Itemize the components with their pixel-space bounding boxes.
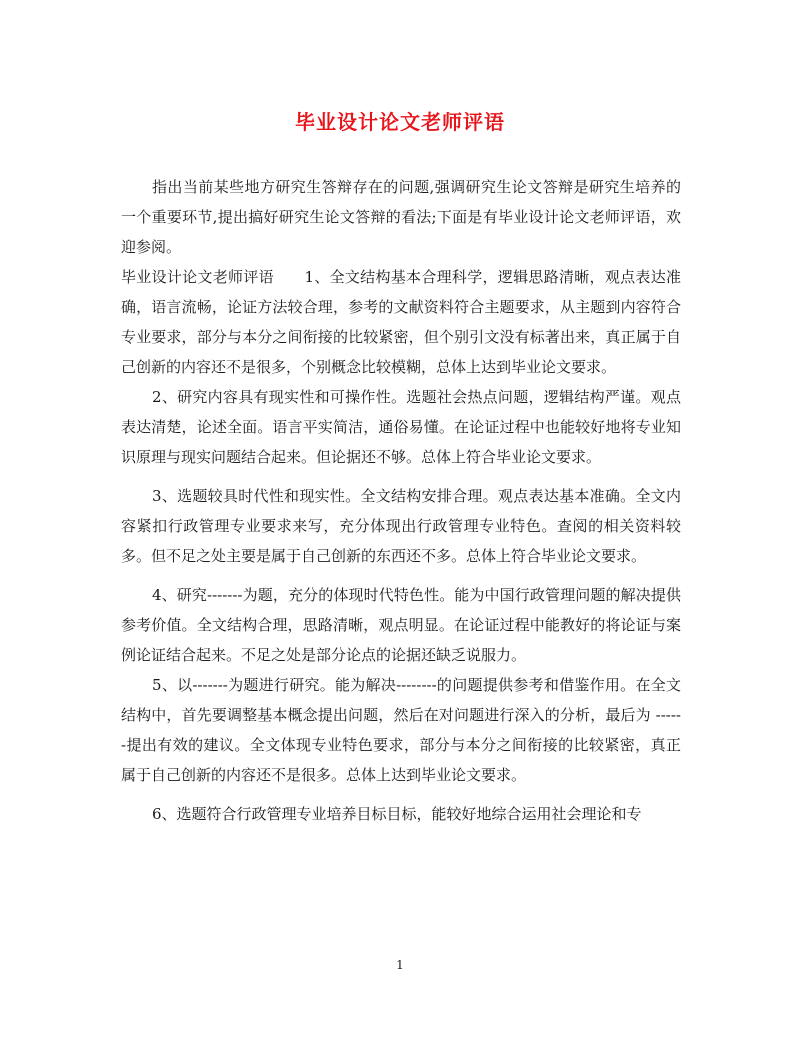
paragraph-2: 2、研究内容具有现实性和可操作性。选题社会热点问题，逻辑结构严谨。观点表达清楚，论述全面。语言平实简洁，通俗易懂。在论证过程中也能较好地将专业知识原理与现实问题结合起来。但论据还不够。总体上符合毕业论文要求。 bbox=[121, 388, 681, 466]
paragraph-6: 6、选题符合行政管理专业培养目标目标，能较好地综合运用社会理论和专 bbox=[152, 805, 642, 823]
paragraph-1: 毕业设计论文老师评语 1、全文结构基本合理科学，逻辑思路清晰，观点表达准确，语言流畅，论证方法较合理，参考的文献资料符合主题要求，从主题到内容符合专业要求，部分与本分之间衔接的比较紧密，但个别引文没有标著出来，真正属于自己创新的内容还不是很多，个别概念比较模糊，总体上达到毕业论文要求。 bbox=[121, 268, 681, 376]
paragraph-3: 3、选题较具时代性和现实性。全文结构安排合理。观点表达基本准确。全文内容紧扣行政管理专业要求来写，充分体现出行政管理专业特色。查阅的相关资料较多。但不足之处主要是属于自己创新的东西还不多。总体上符合毕业论文要求。 bbox=[121, 487, 681, 565]
document-title: 毕业设计论文老师评语 bbox=[295, 110, 505, 134]
document-body bbox=[121, 172, 681, 829]
paragraph-5: 5、以-------为题进行研究。能为解决--------的问题提供参考和借鉴作用。在全文结构中，首先要调整基本概念提出问题，然后在对问题进行深入的分析，最后为 ------提出有效的建议。全文体现专业特色要求，部分与本分之间衔接的比较紧密，真正属于自己创新的内容还不是很多。总体上达到毕业论文要求。 bbox=[121, 676, 681, 784]
intro-paragraph: 指出当前某些地方研究生答辩存在的问题,强调研究生论文答辩是研究生培养的一个重要环节,提出搞好研究生论文答辩的看法;下面是有毕业设计论文老师评语，欢迎参阅。 bbox=[121, 178, 681, 256]
paragraph-4: 4、研究-------为题，充分的体现时代特色性。能为中国行政管理问题的解决提供参考价值。全文结构合理，思路清晰，观点明显。在论证过程中能教好的将论证与案例论证结合起来。不足之处是部分论点的论据还缺乏说服力。 bbox=[121, 586, 681, 664]
page-number: 1 bbox=[396, 958, 404, 972]
